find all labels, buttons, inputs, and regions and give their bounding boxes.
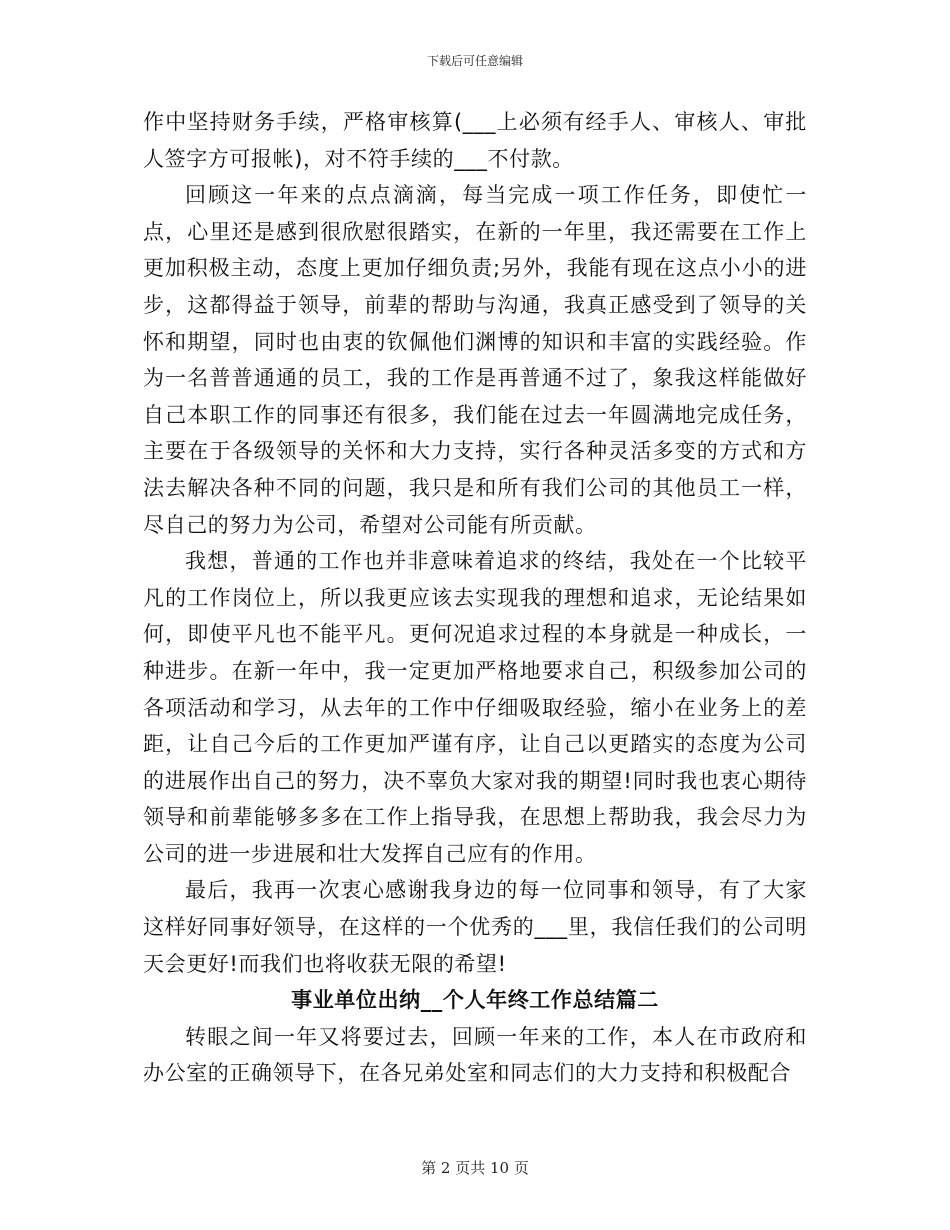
paragraph-review: 回顾这一年来的点点滴滴，每当完成一项工作任务，即使忙一点，心里还是感到很欣慰很踏实，在新的一年里，我还需要在工作上更加积极主动，态度上更加仔细负责;另外，我能有现在这点小小的进步，这都得益于领导，前辈的帮助与沟通，我真正感受到了领导的关怀和期望，同时也由衷的钦佩他们渊博的知识和丰富的实践经验。作为一名普普通通的员工，我的工作是再普通不过了，象我这样能做好自己本职工作的同事还有很多，我们能在过去一年圆满地完成任务，主要在于各级领导的关怀和大力支持，实行各种灵活多变的方式和方法去解决各种不同的问题，我只是和所有我们公司的其他员工一样，尽自己的努力为公司，希望对公司能有所贡献。: [143, 183, 807, 537]
paragraph-section-two-intro: 转眼之间一年又将要过去，回顾一年来的工作，本人在市政府和办公室的正确领导下，在各兄弟处室和同志们的大力支持和积极配合: [143, 1024, 807, 1086]
page-header-note: 下载后可任意编辑: [426, 54, 523, 68]
paragraph-gratitude: 最后，我再一次衷心感谢我身边的每一位同事和领导，有了大家这样好同事好领导，在这样的一个优秀的___里，我信任我们的公司明天会更好!而我们也将收获无限的希望!: [143, 878, 807, 976]
paragraph-continued: 作中坚持财务手续，严格审核算(___上必须有经手人、审核人、审批人签字方可报帐)，对不符手续的___不付款。: [143, 110, 807, 171]
section-title: 事业单位出纳__个人年终工作总结篇二: [291, 988, 659, 1013]
paragraph-aspiration: 我想，普通的工作也并非意味着追求的终结，我处在一个比较平凡的工作岗位上，所以我更应该去实现我的理想和追求，无论结果如何，即使平凡也不能平凡。更何况追求过程的本身就是一种成长，一种进步。在新一年中，我一定更加严格地要求自己，积级参加公司的各项活动和学习，从去年的工作中仔细吸取经验，缩小在业务上的差距，让自己今后的工作更加严谨有序，让自己以更踏实的态度为公司的进展作出自己的努力，决不辜负大家对我的期望!同时我也衷心期待领导和前辈能够多多在工作上指导我，在思想上帮助我，我会尽力为公司的进一步进展和壮大发挥自己应有的作用。: [143, 549, 807, 866]
page-number: 第 2 页共 10 页: [421, 1159, 529, 1177]
document-body: [143, 104, 807, 1092]
